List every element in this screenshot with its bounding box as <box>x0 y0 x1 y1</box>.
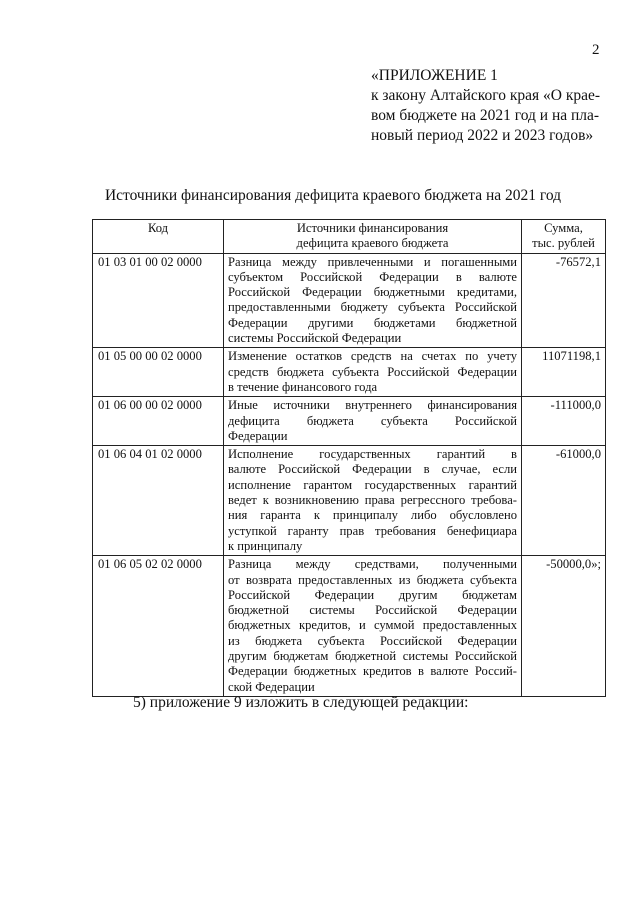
source-line: ведет к возникновению права регрессного требова- <box>228 493 517 508</box>
source-line: средств бюджета субъекта Российской Федерации <box>228 364 517 379</box>
source-line: бюджетных кредитов, и суммой предоставленных <box>228 618 517 633</box>
source-line: Федерации другими бюджетами бюджетной <box>228 315 517 330</box>
table-row <box>93 446 606 556</box>
source-line: в течение финансового года <box>228 379 378 394</box>
source-line: Разница между привлеченными и погашенными <box>228 254 517 269</box>
source-line: Российской Федерации другим бюджетам <box>228 587 517 602</box>
appendix-line: новый период 2022 и 2023 годов» <box>371 127 594 144</box>
source-line: ской Федерации <box>228 679 315 694</box>
header-source-line: Источники финансирования <box>296 221 449 235</box>
source-line: к принципалу <box>228 538 303 553</box>
row-sum: -76572,1 <box>522 253 606 348</box>
appendix-line: вом бюджете на 2021 год и на пла- <box>371 107 600 124</box>
row-source-name <box>224 253 522 348</box>
appendix-header <box>371 66 611 146</box>
source-line: системы Российской Федерации <box>228 331 402 346</box>
header-source <box>224 220 522 254</box>
source-line: Изменение остатков средств на счетах по учету <box>228 349 517 364</box>
table-row <box>93 397 606 446</box>
financing-sources-table <box>92 219 606 697</box>
source-line: уступкой гаранту прав требования бенефициара <box>228 523 517 538</box>
row-sum: -61000,0 <box>522 446 606 556</box>
table-row <box>93 556 606 697</box>
row-code: 01 03 01 00 02 0000 <box>93 253 224 348</box>
closing-instruction: 5) приложение 9 изложить в следующей редакции: <box>133 694 469 711</box>
table-header-row <box>93 220 606 254</box>
row-code: 01 05 00 00 02 0000 <box>93 348 224 397</box>
source-line: ния гаранта к принципалу либо обусловлено <box>228 508 517 523</box>
source-line: Российской Федерации бюджетными кредитами, <box>228 285 517 300</box>
row-code: 01 06 04 01 02 0000 <box>93 446 224 556</box>
row-source-name <box>224 397 522 446</box>
source-line: субъектом Российской Федерации в валюте <box>228 269 517 284</box>
source-line: из бюджета субъекта Российской Федерации <box>228 633 517 648</box>
page-number: 2 <box>592 42 600 58</box>
source-line: исполнение гарантом государственных гарантий <box>228 477 517 492</box>
source-line: валюте Российской Федерации в случае, если <box>228 462 517 477</box>
source-line: Иные источники внутреннего финансирования <box>228 398 517 413</box>
row-code: 01 06 00 00 02 0000 <box>93 397 224 446</box>
source-line: Федерации бюджетных кредитов в валюте Россий- <box>228 664 517 679</box>
table-row <box>93 253 606 348</box>
header-code <box>93 220 224 254</box>
appendix-line: «ПРИЛОЖЕНИЕ 1 <box>371 67 498 84</box>
row-sum: -50000,0»; <box>522 556 606 697</box>
row-sum: -111000,0 <box>522 397 606 446</box>
source-line: Исполнение государственных гарантий в <box>228 447 517 462</box>
row-source-name <box>224 348 522 397</box>
source-line: бюджетной системы Российской Федерации <box>228 603 517 618</box>
header-sum-line: тыс. рублей <box>532 236 595 251</box>
header-code-label: Код <box>147 221 169 235</box>
appendix-line: к закону Алтайского края «О крае- <box>371 87 601 104</box>
source-line: другим бюджетам бюджетной системы Российской <box>228 649 517 664</box>
source-line: предоставленными бюджету субъекта Российской <box>228 300 517 315</box>
header-sum-line: Сумма, <box>544 221 583 235</box>
source-line: от возврата предоставленных из бюджета субъекта <box>228 572 517 587</box>
header-sum <box>522 220 606 254</box>
row-code: 01 06 05 02 02 0000 <box>93 556 224 697</box>
table-row <box>93 348 606 397</box>
header-source-line: дефицита краевого бюджета <box>296 236 449 251</box>
source-line: Федерации <box>228 428 288 443</box>
row-source-name <box>224 556 522 697</box>
source-line: Разница между средствами, полученными <box>228 557 517 572</box>
source-line: дефицита бюджета субъекта Российской <box>228 413 517 428</box>
row-sum: 11071198,1 <box>522 348 606 397</box>
row-source-name <box>224 446 522 556</box>
table-title: Источники финансирования дефицита краевого бюджета на 2021 год <box>104 187 562 204</box>
